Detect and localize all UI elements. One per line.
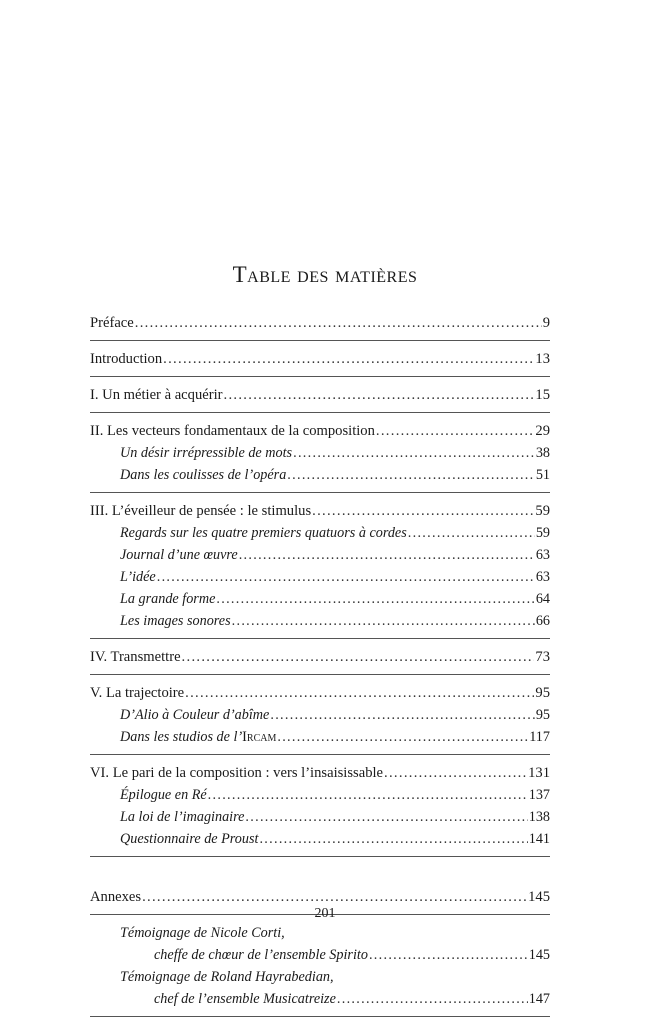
leader-dots xyxy=(245,806,527,828)
toc-page: 59 xyxy=(535,503,550,519)
toc-label: Dans les coulisses de l’opéra xyxy=(120,467,287,483)
toc-subentry[interactable] xyxy=(90,922,550,944)
toc-subentry[interactable] xyxy=(90,806,550,828)
toc-page: 137 xyxy=(528,787,550,803)
toc-subentry-continued[interactable] xyxy=(90,944,550,966)
divider xyxy=(90,492,550,493)
toc-page: 95 xyxy=(535,707,550,723)
toc-entry-annexes[interactable] xyxy=(90,886,550,908)
toc-subentry[interactable] xyxy=(90,464,550,486)
leader-dots xyxy=(239,544,535,566)
toc-label: chef de l’ensemble Musicatreize xyxy=(154,991,336,1007)
toc-page: 63 xyxy=(535,569,550,585)
leader-dots xyxy=(293,442,535,464)
toc-subentry[interactable] xyxy=(90,704,550,726)
leader-dots xyxy=(277,726,528,748)
divider xyxy=(90,856,550,857)
toc-label: Un désir irrépressible de mots xyxy=(120,445,293,461)
divider xyxy=(90,340,550,341)
toc-page: 51 xyxy=(535,467,550,483)
leader-dots xyxy=(163,348,534,370)
leader-dots xyxy=(408,522,535,544)
toc-subentry[interactable] xyxy=(90,566,550,588)
leader-dots xyxy=(135,312,542,334)
divider xyxy=(90,1016,550,1017)
toc-label: VI. Le pari de la composition : vers l’insaisissable xyxy=(90,765,384,781)
toc-page: 145 xyxy=(528,889,550,905)
toc-entry-chapter-2[interactable] xyxy=(90,420,550,442)
toc-label: L’idée xyxy=(120,569,156,585)
toc-label: III. L’éveilleur de pensée : le stimulus xyxy=(90,503,312,519)
divider xyxy=(90,638,550,639)
leader-dots xyxy=(224,384,535,406)
toc-page: 95 xyxy=(535,685,550,701)
leader-dots xyxy=(216,588,534,610)
leader-dots xyxy=(376,420,535,442)
ircam-smallcaps: Ircam xyxy=(242,729,277,745)
toc-entry-chapter-1[interactable] xyxy=(90,384,550,406)
divider xyxy=(90,754,550,755)
toc-page: 29 xyxy=(535,423,550,439)
toc-page: 15 xyxy=(535,387,550,403)
toc-label: Témoignage de Roland Hayrabedian, xyxy=(120,969,334,985)
toc-entry-preface[interactable] xyxy=(90,312,550,334)
toc-entry-chapter-5[interactable] xyxy=(90,682,550,704)
leader-dots xyxy=(185,682,534,704)
toc-page: 73 xyxy=(535,649,550,665)
toc-label xyxy=(120,726,276,748)
toc-label: Questionnaire de Proust xyxy=(120,831,259,847)
leader-dots xyxy=(142,886,527,908)
toc-subentry[interactable] xyxy=(90,828,550,850)
toc-label: La grande forme xyxy=(120,591,216,607)
toc-page: 141 xyxy=(528,831,550,847)
toc-label: II. Les vecteurs fondamentaux de la composition xyxy=(90,423,375,439)
leader-dots xyxy=(337,988,528,1010)
toc-entry-chapter-3[interactable] xyxy=(90,500,550,522)
divider xyxy=(90,674,550,675)
toc-label: La loi de l’imaginaire xyxy=(120,809,245,825)
leader-dots xyxy=(182,646,535,668)
leader-dots xyxy=(259,828,527,850)
leader-dots xyxy=(369,944,528,966)
toc-page: 59 xyxy=(535,525,550,541)
leader-dots xyxy=(157,566,535,588)
toc-label: I. Un métier à acquérir xyxy=(90,387,223,403)
toc-page: 138 xyxy=(528,809,550,825)
toc-entry-chapter-6[interactable] xyxy=(90,762,550,784)
toc-label: Journal d’une œuvre xyxy=(120,547,238,563)
toc-subentry[interactable] xyxy=(90,522,550,544)
divider xyxy=(90,412,550,413)
toc-label: Annexes xyxy=(90,889,142,905)
toc-label: V. La trajectoire xyxy=(90,685,185,701)
toc-subentry[interactable] xyxy=(90,726,550,748)
toc-label: Introduction xyxy=(90,351,163,367)
toc-label: D’Alio à Couleur d’abîme xyxy=(120,707,270,723)
toc-page: 64 xyxy=(535,591,550,607)
toc-page: 63 xyxy=(535,547,550,563)
spacer xyxy=(90,864,550,886)
page-title: Table des matières xyxy=(232,262,418,287)
toc-label: IV. Transmettre xyxy=(90,649,181,665)
toc-label: Épilogue en Ré xyxy=(120,787,207,803)
toc-subentry[interactable] xyxy=(90,442,550,464)
toc-subentry[interactable] xyxy=(90,966,550,988)
toc-label: Les images sonores xyxy=(120,613,231,629)
divider xyxy=(90,376,550,377)
toc-entry-chapter-4[interactable] xyxy=(90,646,550,668)
toc-label: Préface xyxy=(90,315,134,331)
toc-page: 9 xyxy=(542,315,550,331)
toc-page: 145 xyxy=(528,947,550,963)
toc-subentry-continued[interactable] xyxy=(90,988,550,1010)
leader-dots xyxy=(232,610,535,632)
toc-label: Témoignage de Nicole Corti, xyxy=(120,925,285,941)
toc-page: 38 xyxy=(535,445,550,461)
toc-subentry[interactable] xyxy=(90,588,550,610)
leader-dots xyxy=(270,704,534,726)
leader-dots xyxy=(312,500,534,522)
toc-page: 117 xyxy=(529,729,550,745)
toc-subentry[interactable] xyxy=(90,610,550,632)
toc-subentry[interactable] xyxy=(90,784,550,806)
toc-page: 13 xyxy=(535,351,550,367)
toc-label-prefix: Dans les studios de l’ xyxy=(120,729,243,745)
toc-label: cheffe de chœur de l’ensemble Spirito xyxy=(154,947,368,963)
toc-page: 66 xyxy=(535,613,550,629)
toc-subentry[interactable] xyxy=(90,544,550,566)
toc-entry-introduction[interactable] xyxy=(90,348,550,370)
leader-dots xyxy=(287,464,535,486)
toc-page: 147 xyxy=(528,991,550,1007)
page-number: 201 xyxy=(314,906,336,921)
toc-page: 131 xyxy=(528,765,550,781)
leader-dots xyxy=(208,784,528,806)
toc-label: Regards sur les quatre premiers quatuors à cordes xyxy=(120,525,407,541)
leader-dots xyxy=(384,762,527,784)
